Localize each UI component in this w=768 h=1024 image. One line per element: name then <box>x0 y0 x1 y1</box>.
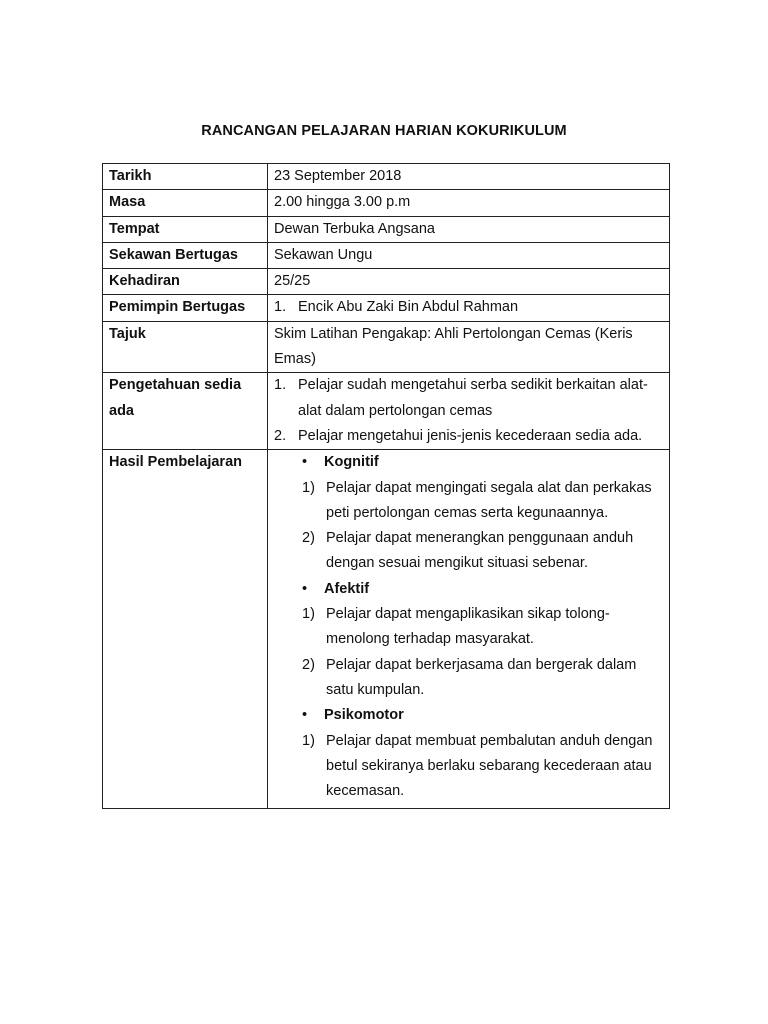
table-row-kehadiran <box>103 269 670 295</box>
row-label: Kehadiran <box>103 269 268 295</box>
row-value <box>268 373 670 450</box>
lesson-plan-table <box>102 163 670 809</box>
row-label: Masa <box>103 190 268 216</box>
row-label: Tarikh <box>103 164 268 190</box>
list-item <box>274 602 663 653</box>
list-text: Pelajar dapat menerangkan penggunaan anduh dengan sesuai mengikut situasi sebenar. <box>326 530 634 572</box>
row-value <box>268 450 670 809</box>
row-value: 25/25 <box>268 269 670 295</box>
list-text: Pelajar dapat mengaplikasikan sikap tolong-menolong terhadap masyarakat. <box>326 606 610 648</box>
row-label: Hasil Pembelajaran <box>103 450 268 809</box>
list-number: 2) <box>302 656 315 673</box>
list-text: Pelajar dapat mengingati segala alat dan perkakas peti pertolongan cemas serta kegunaannya. <box>326 479 652 521</box>
list-item <box>274 526 663 577</box>
bullet-icon: • <box>302 707 308 724</box>
heading-text: Kognitif <box>324 454 379 471</box>
section-heading-kognitif <box>274 450 663 475</box>
section-heading-afektif <box>274 577 663 602</box>
list-item <box>274 295 663 320</box>
table-row-tajuk <box>103 321 670 373</box>
table-row-pengetahuan <box>103 373 670 450</box>
list-text: Pelajar dapat berkerjasama dan bergerak dalam satu kumpulan. <box>326 656 637 698</box>
list-text: Encik Abu Zaki Bin Abdul Rahman <box>298 299 519 316</box>
list-number: 1) <box>302 479 315 496</box>
section-heading-psikomotor <box>274 703 663 728</box>
list-number: 2) <box>302 530 315 547</box>
list-item <box>274 729 663 805</box>
heading-text: Afektif <box>324 580 370 597</box>
table-row-tempat <box>103 216 670 242</box>
row-value: Dewan Terbuka Angsana <box>268 216 670 242</box>
table-row-hasil <box>103 450 670 809</box>
table-row-sekawan <box>103 242 670 268</box>
list-number: 1) <box>302 606 315 623</box>
row-value: 2.00 hingga 3.00 p.m <box>268 190 670 216</box>
list-number: 1. <box>274 299 287 316</box>
row-value: 23 September 2018 <box>268 164 670 190</box>
document-title: RANCANGAN PELAJARAN HARIAN KOKURIKULUM <box>201 123 567 139</box>
list-text: Pelajar dapat membuat pembalutan anduh dengan betul sekiranya berlaku sebarang kecederaan atau kecemasan. <box>326 732 653 800</box>
row-label: Tempat <box>103 216 268 242</box>
bullet-icon: • <box>302 580 308 597</box>
row-label: Pengetahuan sedia ada <box>103 373 268 450</box>
row-label: Sekawan Bertugas <box>103 242 268 268</box>
row-value <box>268 295 670 321</box>
table-row-tarikh <box>103 164 670 190</box>
row-value: Sekawan Ungu <box>268 242 670 268</box>
row-value: Skim Latihan Pengakap: Ahli Pertolongan Cemas (Keris Emas) <box>268 321 670 373</box>
table-row-masa <box>103 190 670 216</box>
heading-text: Psikomotor <box>324 707 404 724</box>
list-number: 1. <box>274 377 287 394</box>
bullet-icon: • <box>302 454 308 471</box>
list-item <box>274 476 663 527</box>
list-text: Pelajar mengetahui jenis-jenis kecederaan sedia ada. <box>298 427 643 444</box>
table-row-pemimpin <box>103 295 670 321</box>
list-number: 2. <box>274 427 287 444</box>
list-item <box>274 424 663 449</box>
list-item <box>274 373 663 424</box>
row-label: Tajuk <box>103 321 268 373</box>
list-item <box>274 653 663 704</box>
row-label: Pemimpin Bertugas <box>103 295 268 321</box>
list-number: 1) <box>302 732 315 749</box>
list-text: Pelajar sudah mengetahui serba sedikit berkaitan alat-alat dalam pertolongan cemas <box>298 377 648 419</box>
